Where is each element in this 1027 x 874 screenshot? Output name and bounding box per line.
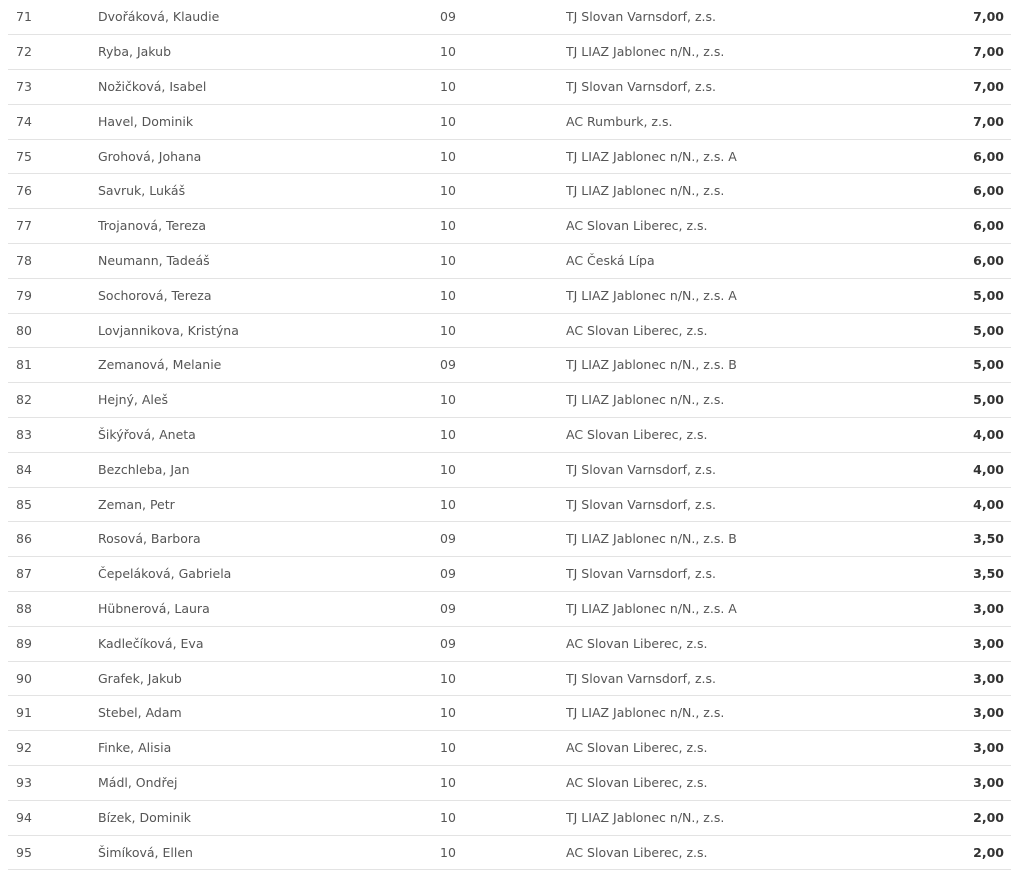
athlete-name-cell: Havel, Dominik <box>98 104 440 139</box>
club-cell: AC Česká Lípa <box>566 244 911 279</box>
table-row <box>8 209 1011 244</box>
birth-year-cell: 10 <box>440 244 566 279</box>
club-cell: TJ LIAZ Jablonec n/N., z.s. <box>566 383 911 418</box>
club-cell: TJ Slovan Varnsdorf, z.s. <box>566 452 911 487</box>
points-cell: 7,00 <box>911 0 1011 35</box>
birth-year-cell: 10 <box>440 278 566 313</box>
club-cell: AC Slovan Liberec, z.s. <box>566 731 911 766</box>
points-cell: 2,00 <box>911 835 1011 870</box>
club-cell: TJ LIAZ Jablonec n/N., z.s. A <box>566 139 911 174</box>
athlete-name-cell: Neumann, Tadeáš <box>98 244 440 279</box>
club-cell: AC Slovan Liberec, z.s. <box>566 418 911 453</box>
birth-year-cell: 09 <box>440 626 566 661</box>
athlete-name-cell: Šimíková, Ellen <box>98 835 440 870</box>
club-cell: TJ LIAZ Jablonec n/N., z.s. <box>566 696 911 731</box>
points-cell: 5,00 <box>911 383 1011 418</box>
athlete-name-cell: Savruk, Lukáš <box>98 174 440 209</box>
table-row <box>8 800 1011 835</box>
athlete-name-cell: Bízek, Dominik <box>98 800 440 835</box>
club-cell: AC Slovan Liberec, z.s. <box>566 835 911 870</box>
club-cell: TJ Slovan Varnsdorf, z.s. <box>566 661 911 696</box>
birth-year-cell: 10 <box>440 174 566 209</box>
club-cell: TJ Slovan Varnsdorf, z.s. <box>566 487 911 522</box>
athlete-name-cell: Nožičková, Isabel <box>98 70 440 105</box>
table-row <box>8 313 1011 348</box>
club-cell: AC Rumburk, z.s. <box>566 104 911 139</box>
points-cell: 3,00 <box>911 661 1011 696</box>
rank-cell: 92 <box>8 731 98 766</box>
table-row <box>8 557 1011 592</box>
birth-year-cell: 10 <box>440 661 566 696</box>
table-row <box>8 70 1011 105</box>
rank-cell: 78 <box>8 244 98 279</box>
table-row <box>8 522 1011 557</box>
athlete-name-cell: Mádl, Ondřej <box>98 766 440 801</box>
birth-year-cell: 09 <box>440 0 566 35</box>
table-row <box>8 835 1011 870</box>
points-cell: 3,00 <box>911 626 1011 661</box>
table-row <box>8 244 1011 279</box>
rank-cell: 95 <box>8 835 98 870</box>
birth-year-cell: 10 <box>440 418 566 453</box>
rank-cell: 76 <box>8 174 98 209</box>
table-row <box>8 104 1011 139</box>
club-cell: TJ Slovan Varnsdorf, z.s. <box>566 0 911 35</box>
table-row <box>8 174 1011 209</box>
club-cell: TJ Slovan Varnsdorf, z.s. <box>566 557 911 592</box>
table-row <box>8 0 1011 35</box>
birth-year-cell: 09 <box>440 522 566 557</box>
rank-cell: 72 <box>8 35 98 70</box>
points-cell: 7,00 <box>911 35 1011 70</box>
points-cell: 3,50 <box>911 522 1011 557</box>
points-cell: 6,00 <box>911 209 1011 244</box>
rank-cell: 91 <box>8 696 98 731</box>
rank-cell: 94 <box>8 800 98 835</box>
rank-cell: 90 <box>8 661 98 696</box>
club-cell: AC Slovan Liberec, z.s. <box>566 313 911 348</box>
athlete-name-cell: Bezchleba, Jan <box>98 452 440 487</box>
rank-cell: 81 <box>8 348 98 383</box>
points-cell: 3,50 <box>911 557 1011 592</box>
club-cell: AC Slovan Liberec, z.s. <box>566 209 911 244</box>
results-table-body <box>8 0 1011 870</box>
points-cell: 3,00 <box>911 592 1011 627</box>
birth-year-cell: 10 <box>440 313 566 348</box>
athlete-name-cell: Rosová, Barbora <box>98 522 440 557</box>
birth-year-cell: 10 <box>440 383 566 418</box>
club-cell: TJ LIAZ Jablonec n/N., z.s. A <box>566 592 911 627</box>
rank-cell: 87 <box>8 557 98 592</box>
table-row <box>8 348 1011 383</box>
athlete-name-cell: Finke, Alisia <box>98 731 440 766</box>
birth-year-cell: 09 <box>440 348 566 383</box>
athlete-name-cell: Hejný, Aleš <box>98 383 440 418</box>
rank-cell: 79 <box>8 278 98 313</box>
points-cell: 6,00 <box>911 174 1011 209</box>
birth-year-cell: 09 <box>440 592 566 627</box>
points-cell: 5,00 <box>911 348 1011 383</box>
club-cell: TJ LIAZ Jablonec n/N., z.s. B <box>566 348 911 383</box>
club-cell: AC Slovan Liberec, z.s. <box>566 766 911 801</box>
birth-year-cell: 10 <box>440 766 566 801</box>
table-row <box>8 696 1011 731</box>
table-row <box>8 418 1011 453</box>
athlete-name-cell: Dvořáková, Klaudie <box>98 0 440 35</box>
birth-year-cell: 10 <box>440 696 566 731</box>
rank-cell: 83 <box>8 418 98 453</box>
rank-cell: 73 <box>8 70 98 105</box>
rank-cell: 77 <box>8 209 98 244</box>
birth-year-cell: 10 <box>440 35 566 70</box>
rank-cell: 93 <box>8 766 98 801</box>
rank-cell: 74 <box>8 104 98 139</box>
athlete-name-cell: Stebel, Adam <box>98 696 440 731</box>
club-cell: TJ LIAZ Jablonec n/N., z.s. <box>566 174 911 209</box>
table-row <box>8 452 1011 487</box>
athlete-name-cell: Ryba, Jakub <box>98 35 440 70</box>
athlete-name-cell: Lovjannikova, Kristýna <box>98 313 440 348</box>
rank-cell: 75 <box>8 139 98 174</box>
rank-cell: 82 <box>8 383 98 418</box>
birth-year-cell: 10 <box>440 800 566 835</box>
club-cell: TJ Slovan Varnsdorf, z.s. <box>566 70 911 105</box>
athlete-name-cell: Hübnerová, Laura <box>98 592 440 627</box>
club-cell: TJ LIAZ Jablonec n/N., z.s. <box>566 800 911 835</box>
table-row <box>8 35 1011 70</box>
birth-year-cell: 10 <box>440 452 566 487</box>
points-cell: 4,00 <box>911 452 1011 487</box>
points-cell: 2,00 <box>911 800 1011 835</box>
points-cell: 7,00 <box>911 70 1011 105</box>
club-cell: AC Slovan Liberec, z.s. <box>566 626 911 661</box>
table-row <box>8 383 1011 418</box>
club-cell: TJ LIAZ Jablonec n/N., z.s. <box>566 35 911 70</box>
birth-year-cell: 10 <box>440 209 566 244</box>
club-cell: TJ LIAZ Jablonec n/N., z.s. B <box>566 522 911 557</box>
rank-cell: 71 <box>8 0 98 35</box>
birth-year-cell: 10 <box>440 487 566 522</box>
points-cell: 6,00 <box>911 244 1011 279</box>
athlete-name-cell: Čepeláková, Gabriela <box>98 557 440 592</box>
rank-cell: 85 <box>8 487 98 522</box>
table-row <box>8 139 1011 174</box>
table-row <box>8 592 1011 627</box>
birth-year-cell: 09 <box>440 557 566 592</box>
athlete-name-cell: Grohová, Johana <box>98 139 440 174</box>
table-row <box>8 487 1011 522</box>
birth-year-cell: 10 <box>440 835 566 870</box>
points-cell: 6,00 <box>911 139 1011 174</box>
rank-cell: 80 <box>8 313 98 348</box>
birth-year-cell: 10 <box>440 104 566 139</box>
rank-cell: 86 <box>8 522 98 557</box>
birth-year-cell: 10 <box>440 731 566 766</box>
birth-year-cell: 10 <box>440 70 566 105</box>
points-cell: 3,00 <box>911 731 1011 766</box>
points-cell: 3,00 <box>911 766 1011 801</box>
points-cell: 5,00 <box>911 278 1011 313</box>
rank-cell: 84 <box>8 452 98 487</box>
rank-cell: 88 <box>8 592 98 627</box>
points-cell: 4,00 <box>911 487 1011 522</box>
results-table <box>8 0 1011 870</box>
athlete-name-cell: Kadlečíková, Eva <box>98 626 440 661</box>
table-row <box>8 766 1011 801</box>
points-cell: 7,00 <box>911 104 1011 139</box>
table-row <box>8 626 1011 661</box>
table-row <box>8 661 1011 696</box>
athlete-name-cell: Zeman, Petr <box>98 487 440 522</box>
rank-cell: 89 <box>8 626 98 661</box>
athlete-name-cell: Grafek, Jakub <box>98 661 440 696</box>
points-cell: 5,00 <box>911 313 1011 348</box>
birth-year-cell: 10 <box>440 139 566 174</box>
table-row <box>8 278 1011 313</box>
table-row <box>8 731 1011 766</box>
points-cell: 4,00 <box>911 418 1011 453</box>
club-cell: TJ LIAZ Jablonec n/N., z.s. A <box>566 278 911 313</box>
points-cell: 3,00 <box>911 696 1011 731</box>
athlete-name-cell: Sochorová, Tereza <box>98 278 440 313</box>
athlete-name-cell: Trojanová, Tereza <box>98 209 440 244</box>
athlete-name-cell: Šikýřová, Aneta <box>98 418 440 453</box>
athlete-name-cell: Zemanová, Melanie <box>98 348 440 383</box>
